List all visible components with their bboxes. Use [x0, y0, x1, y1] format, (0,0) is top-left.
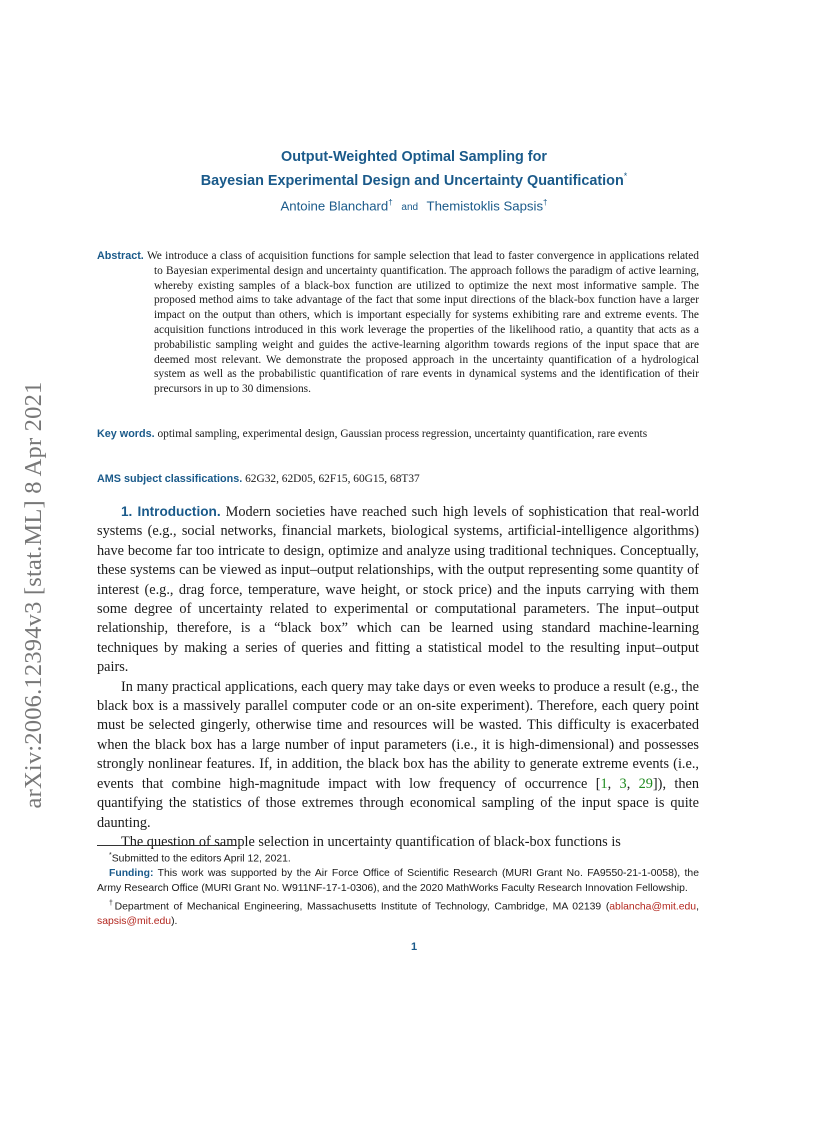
footnote-2-text: Department of Mechanical Engineering, Massachusetts Institute of Technology, Cambridge, MA 02139 (	[114, 901, 610, 913]
abstract-label: Abstract.	[97, 250, 144, 262]
citation-link[interactable]: 29	[638, 775, 653, 792]
footnote-submitted	[97, 849, 699, 867]
keywords-label: Key words.	[97, 428, 155, 440]
page-number: 1	[410, 941, 418, 953]
intro-paragraph-2-text-b: ]), then quantifying the statistics of those extremes through economical sampling of the input space is quite daunting.	[97, 775, 699, 831]
intro-paragraph-2: In many practical applications, each query may take days or even weeks to produce a result (e.g., the black box is a massively parallel computer code or an on-site experiment). Therefore, each query point must be selected gingerly, otherwise time and resources will be wasted. This difficulty is exacerbated when the black box has a large number of input parameters (i.e., it is high-dimensional) and possesses strongly nonlinear features. If, in addition, the black box has the ability to generate extreme events (i.e., events that combine high-magnitude impact with low frequency of occurrence [1, 3, 29]), then quantifying the statistics of those extremes through economical sampling of the input space is quite daunting.	[97, 678, 699, 831]
footnote-rule	[97, 845, 237, 846]
author-2: Themistoklis Sapsis	[426, 198, 544, 214]
intro-paragraph-1-text: Modern societies have reached such high levels of sophistication that real-world systems (e.g., social networks, financial markets, biological systems, artificial-intelligence algorithms) have become far too intricate to design, optimize and analyze using traditional techniques. Conceptually, these systems can be viewed as input–output relationships, with the output representing some quantity of interest (e.g., drag force, temperature, wave height, or stock price) and the inputs carrying with them some degree of uncertainty related to experimental or computational parameters. The input–output relationship, therefore, is a “black box” which can be learned using standard machine-learning techniques by making a series of queries and fitting a statistical model to the resulting input–output pairs.	[97, 504, 700, 676]
footnote-1-mark: *	[109, 852, 112, 859]
abstract-text: We introduce a class of acquisition functions for sample selection that lead to faster convergence in applications related to Bayesian experimental design and uncertainty quantification. The approach follows the paradigm of active learning, whereby existing samples of a black-box function are utilized to optimize the next most informative sample. The proposed method aims to take advantage of the fact that some input directions of the black-box function have a larger impact on the output than others, which is important especially for systems exhibiting rare and extreme events. The acquisition functions introduced in this work leverage the properties of the likelihood ratio, a quantity that acts as a probabilistic sampling weight and guides the active-learning algorithm towards regions of the input space that are deemed most relevant. We demonstrate the proposed approach in the uncertainty quantification of a hydrological system as well as the probabilistic quantification of rare events in dynamical systems and the identification of their precursors in up to 30 dimensions.	[146, 250, 699, 396]
funding-text: This work was supported by the Air Force Office of Scientific Research (MURI Grant No. FA9550-21-1-0058), the Army Research Office (MURI Grant No. W911NF-17-1-0306), and the 2020 MathWorks Faculty Research Innovation Fellowship.	[97, 868, 699, 895]
citation-link[interactable]: 3	[619, 775, 627, 792]
introduction-section	[97, 502, 699, 852]
ams-text: 62G32, 62D05, 62F15, 60G15, 68T37	[245, 473, 420, 485]
author-2-mark: †	[543, 198, 548, 207]
paper-title	[0, 148, 828, 191]
footnote-funding	[97, 867, 699, 897]
footnotes	[97, 849, 699, 930]
email-link-1[interactable]: ablancha@mit.edu	[609, 901, 697, 913]
footnote-1-text: Submitted to the editors April 12, 2021.	[111, 853, 291, 865]
author-conjunction: and	[401, 202, 419, 214]
intro-paragraph-1	[97, 502, 699, 678]
keywords-text: optimal sampling, experimental design, Gaussian process regression, uncertainty quantification, rare events	[157, 428, 648, 440]
author-list	[0, 198, 828, 213]
author-1: Antoine Blanchard	[280, 198, 389, 214]
email-link-2[interactable]: sapsis@mit.edu	[97, 916, 172, 928]
footnote-2-mark: †	[109, 899, 115, 907]
ams-classifications	[97, 472, 699, 487]
title-line-2-text: Bayesian Experimental Design and Uncertainty Quantification	[200, 172, 624, 189]
keywords	[97, 427, 699, 442]
abstract	[97, 249, 699, 397]
title-line-2	[0, 167, 828, 191]
intro-paragraph-2-text-a: In many practical applications, each query may take days or even weeks to produce a result (e.g., the black box is a massively parallel computer code or an on-site experiment). Therefore, each query point must be selected gingerly, otherwise time and resources will be wasted. This difficulty is exacerbated when the black box has a large number of input parameters (i.e., it is high-dimensional) and possesses strongly nonlinear features. If, in addition, the black box has the ability to generate extreme events (i.e., events that combine high-magnitude impact with low frequency of occurrence [	[97, 678, 699, 792]
author-1-mark: †	[388, 198, 393, 207]
footnote-affiliation	[97, 897, 699, 930]
intro-paragraph-3-text: The question of sample selection in uncertainty quantification of black-box functions is	[121, 833, 621, 850]
arxiv-identifier: arXiv:2006.12394v3 [stat.ML] 8 Apr 2021	[20, 381, 47, 809]
title-footnote-mark: *	[623, 171, 628, 181]
email-separator: ,	[696, 901, 699, 913]
citation-link[interactable]: 1	[600, 775, 608, 792]
footnote-2-end: ).	[171, 916, 178, 928]
funding-label: Funding:	[109, 868, 154, 880]
title-line-1: Output-Weighted Optimal Sampling for	[281, 149, 547, 165]
arxiv-sidebar-stamp	[14, 355, 54, 835]
section-title: 1. Introduction.	[121, 504, 221, 519]
ams-label: AMS subject classifications.	[97, 473, 243, 485]
